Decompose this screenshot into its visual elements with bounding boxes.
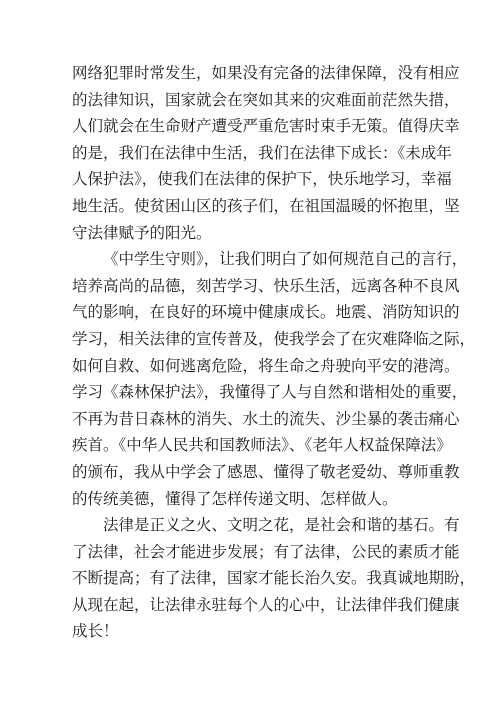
text-line: 成长！ — [72, 622, 119, 641]
text-line: 学习《森林保护法》，我懂得了人与自然和谐相处的重要， — [72, 383, 468, 402]
paragraph-3 — [72, 512, 476, 645]
text-line: 疾首。《中华人民共和国教师法》、《老年人权益保障法》 — [72, 436, 452, 455]
text-line: 如何自救、如何逃离危险，将生命之舟驶向平安的港湾。 — [72, 356, 460, 375]
text-line: 了法律，社会才能进步发展；有了法律，公民的素质才能 — [72, 542, 460, 561]
text-line: 学习，相关法律的宣传普及，使我学会了在灾难降临之际， — [72, 329, 476, 348]
text-line: 的法律知识，国家就会在突如其来的灾难面前茫然失措， — [72, 90, 460, 109]
text-line: 的是，我们在法律中生活，我们在法律下成长：《未成年 — [72, 143, 452, 162]
text-line: 气的影响，在良好的环境中健康成长。地震、消防知识的 — [72, 303, 460, 322]
text-line: 网络犯罪时常发生，如果没有完备的法律保障，没有相应 — [72, 64, 460, 82]
body-text — [72, 60, 476, 645]
paragraph-2 — [72, 246, 476, 512]
text-line: 不断提高；有了法律，国家才能长治久安。我真诚地期盼， — [72, 569, 476, 588]
text-line: 培养高尚的品德，刻苦学习、快乐生活，远离各种不良风 — [72, 276, 460, 295]
text-line: 的传统美德，懂得了怎样传递文明、怎样做人。 — [72, 489, 398, 508]
text-line: 人保护法》，使我们在法律的保护下，快乐地学习，幸福 — [72, 170, 452, 189]
text-line: 从现在起，让法律永驻每个人的心中，让法律伴我们健康 — [72, 595, 460, 614]
paragraph-1 — [72, 60, 460, 246]
text-line: 法律是正义之火、文明之花，是社会和谐的基石。有 — [103, 516, 460, 535]
text-line: 的颁布，我从中学会了感恩、懂得了敬老爱幼、尊师重教 — [72, 462, 460, 481]
text-line: 人们就会在生命财产遭受严重危害时束手无策。值得庆幸 — [72, 117, 460, 136]
text-line: 《中学生守则》，让我们明白了如何规范自己的言行， — [103, 250, 468, 269]
text-line: 守法律赋予的阳光。 — [72, 223, 212, 242]
text-line: 不再为昔日森林的消失、水土的流失、沙尘暴的袭击痛心 — [72, 409, 460, 428]
text-line: 地生活。使贫困山区的孩子们，在祖国温暖的怀抱里，坚 — [72, 196, 460, 215]
